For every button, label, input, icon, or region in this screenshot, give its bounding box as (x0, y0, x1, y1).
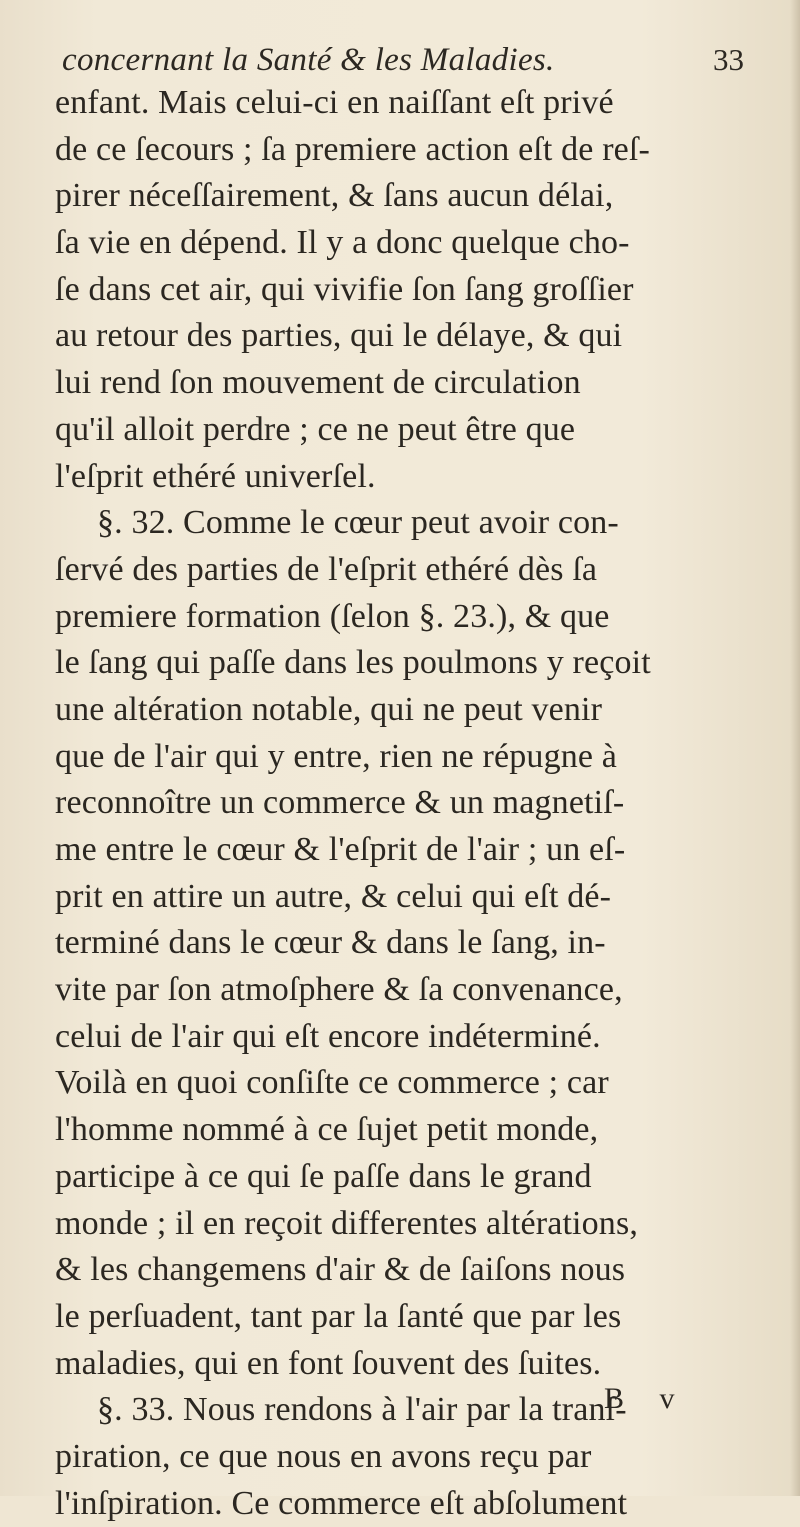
text-line: maladies, qui en font ſouvent des ſuites. (55, 1344, 602, 1382)
page-edge-shadow (790, 0, 800, 1496)
text-line: l'homme nommé à ce ſujet petit monde, (55, 1111, 599, 1149)
paragraph-start-line: §. 33. Nous rendons à l'air par la tranſ- (97, 1391, 627, 1429)
page-number: 33 (713, 42, 744, 77)
text-line: vite par ſon atmoſphere & ſa convenance, (55, 971, 623, 1009)
body-text (55, 80, 755, 1527)
text-line: ſervé des parties de l'eſprit ethéré dès ſa (55, 550, 598, 588)
text-line: prit en attire un autre, & celui qui eſt dé- (55, 877, 612, 915)
signature-mark: B v (604, 1382, 689, 1415)
text-line: enfant. Mais celui-ci en naiſſant eſt privé (55, 84, 614, 121)
text-line: ſe dans cet air, qui vivifie ſon ſang groſſier (55, 270, 634, 308)
text-line: de ce ſecours ; ſa premiere action eſt de reſ- (55, 130, 650, 168)
paragraph-start-line: §. 32. Comme le cœur peut avoir con- (97, 504, 619, 542)
text-line: participe à ce qui ſe paſſe dans le grand (55, 1157, 592, 1195)
text-line: que de l'air qui y entre, rien ne répugne à (55, 737, 618, 775)
text-line: le ſang qui paſſe dans les poulmons y reçoit (55, 644, 651, 682)
text-line: au retour des parties, qui le délaye, & qui (55, 317, 623, 355)
text-line: une altération notable, qui ne peut venir (55, 690, 603, 728)
text-line: & les changemens d'air & de ſaiſons nous (55, 1251, 626, 1289)
text-line: le perſuadent, tant par la ſanté que par les (55, 1297, 622, 1335)
text-line: pirer néceſſairement, & ſans aucun délai, (55, 177, 614, 215)
running-title: concernant la Santé & les Maladies. (62, 42, 555, 78)
text-line: monde ; il en reçoit differentes altérations, (55, 1204, 638, 1242)
text-line: ſa vie en dépend. Il y a donc quelque cho- (55, 224, 630, 262)
text-line: l'eſprit ethéré univerſel. (55, 457, 376, 495)
text-line: celui de l'air qui eſt encore indéterminé. (55, 1017, 601, 1055)
page-footer (0, 1382, 800, 1428)
text-line: premiere formation (ſelon §. 23.), & que (55, 597, 610, 635)
text-line: lui rend ſon mouvement de circulation (55, 364, 581, 402)
running-head (62, 42, 752, 84)
text-line: reconnoître un commerce & un magnetiſ- (55, 784, 625, 822)
text-line: terminé dans le cœur & dans le ſang, in- (55, 924, 606, 962)
text-line: qu'il alloit perdre ; ce ne peut être que (55, 410, 576, 448)
text-line: me entre le cœur & l'eſprit de l'air ; un eſ- (55, 831, 626, 868)
text-line: Voilà en quoi conſiſte ce commerce ; car (55, 1064, 609, 1102)
text-line: piration, ce que nous en avons reçu par (55, 1437, 592, 1475)
text-line: l'inſpiration. Ce commerce eſt abſolument (55, 1484, 628, 1522)
